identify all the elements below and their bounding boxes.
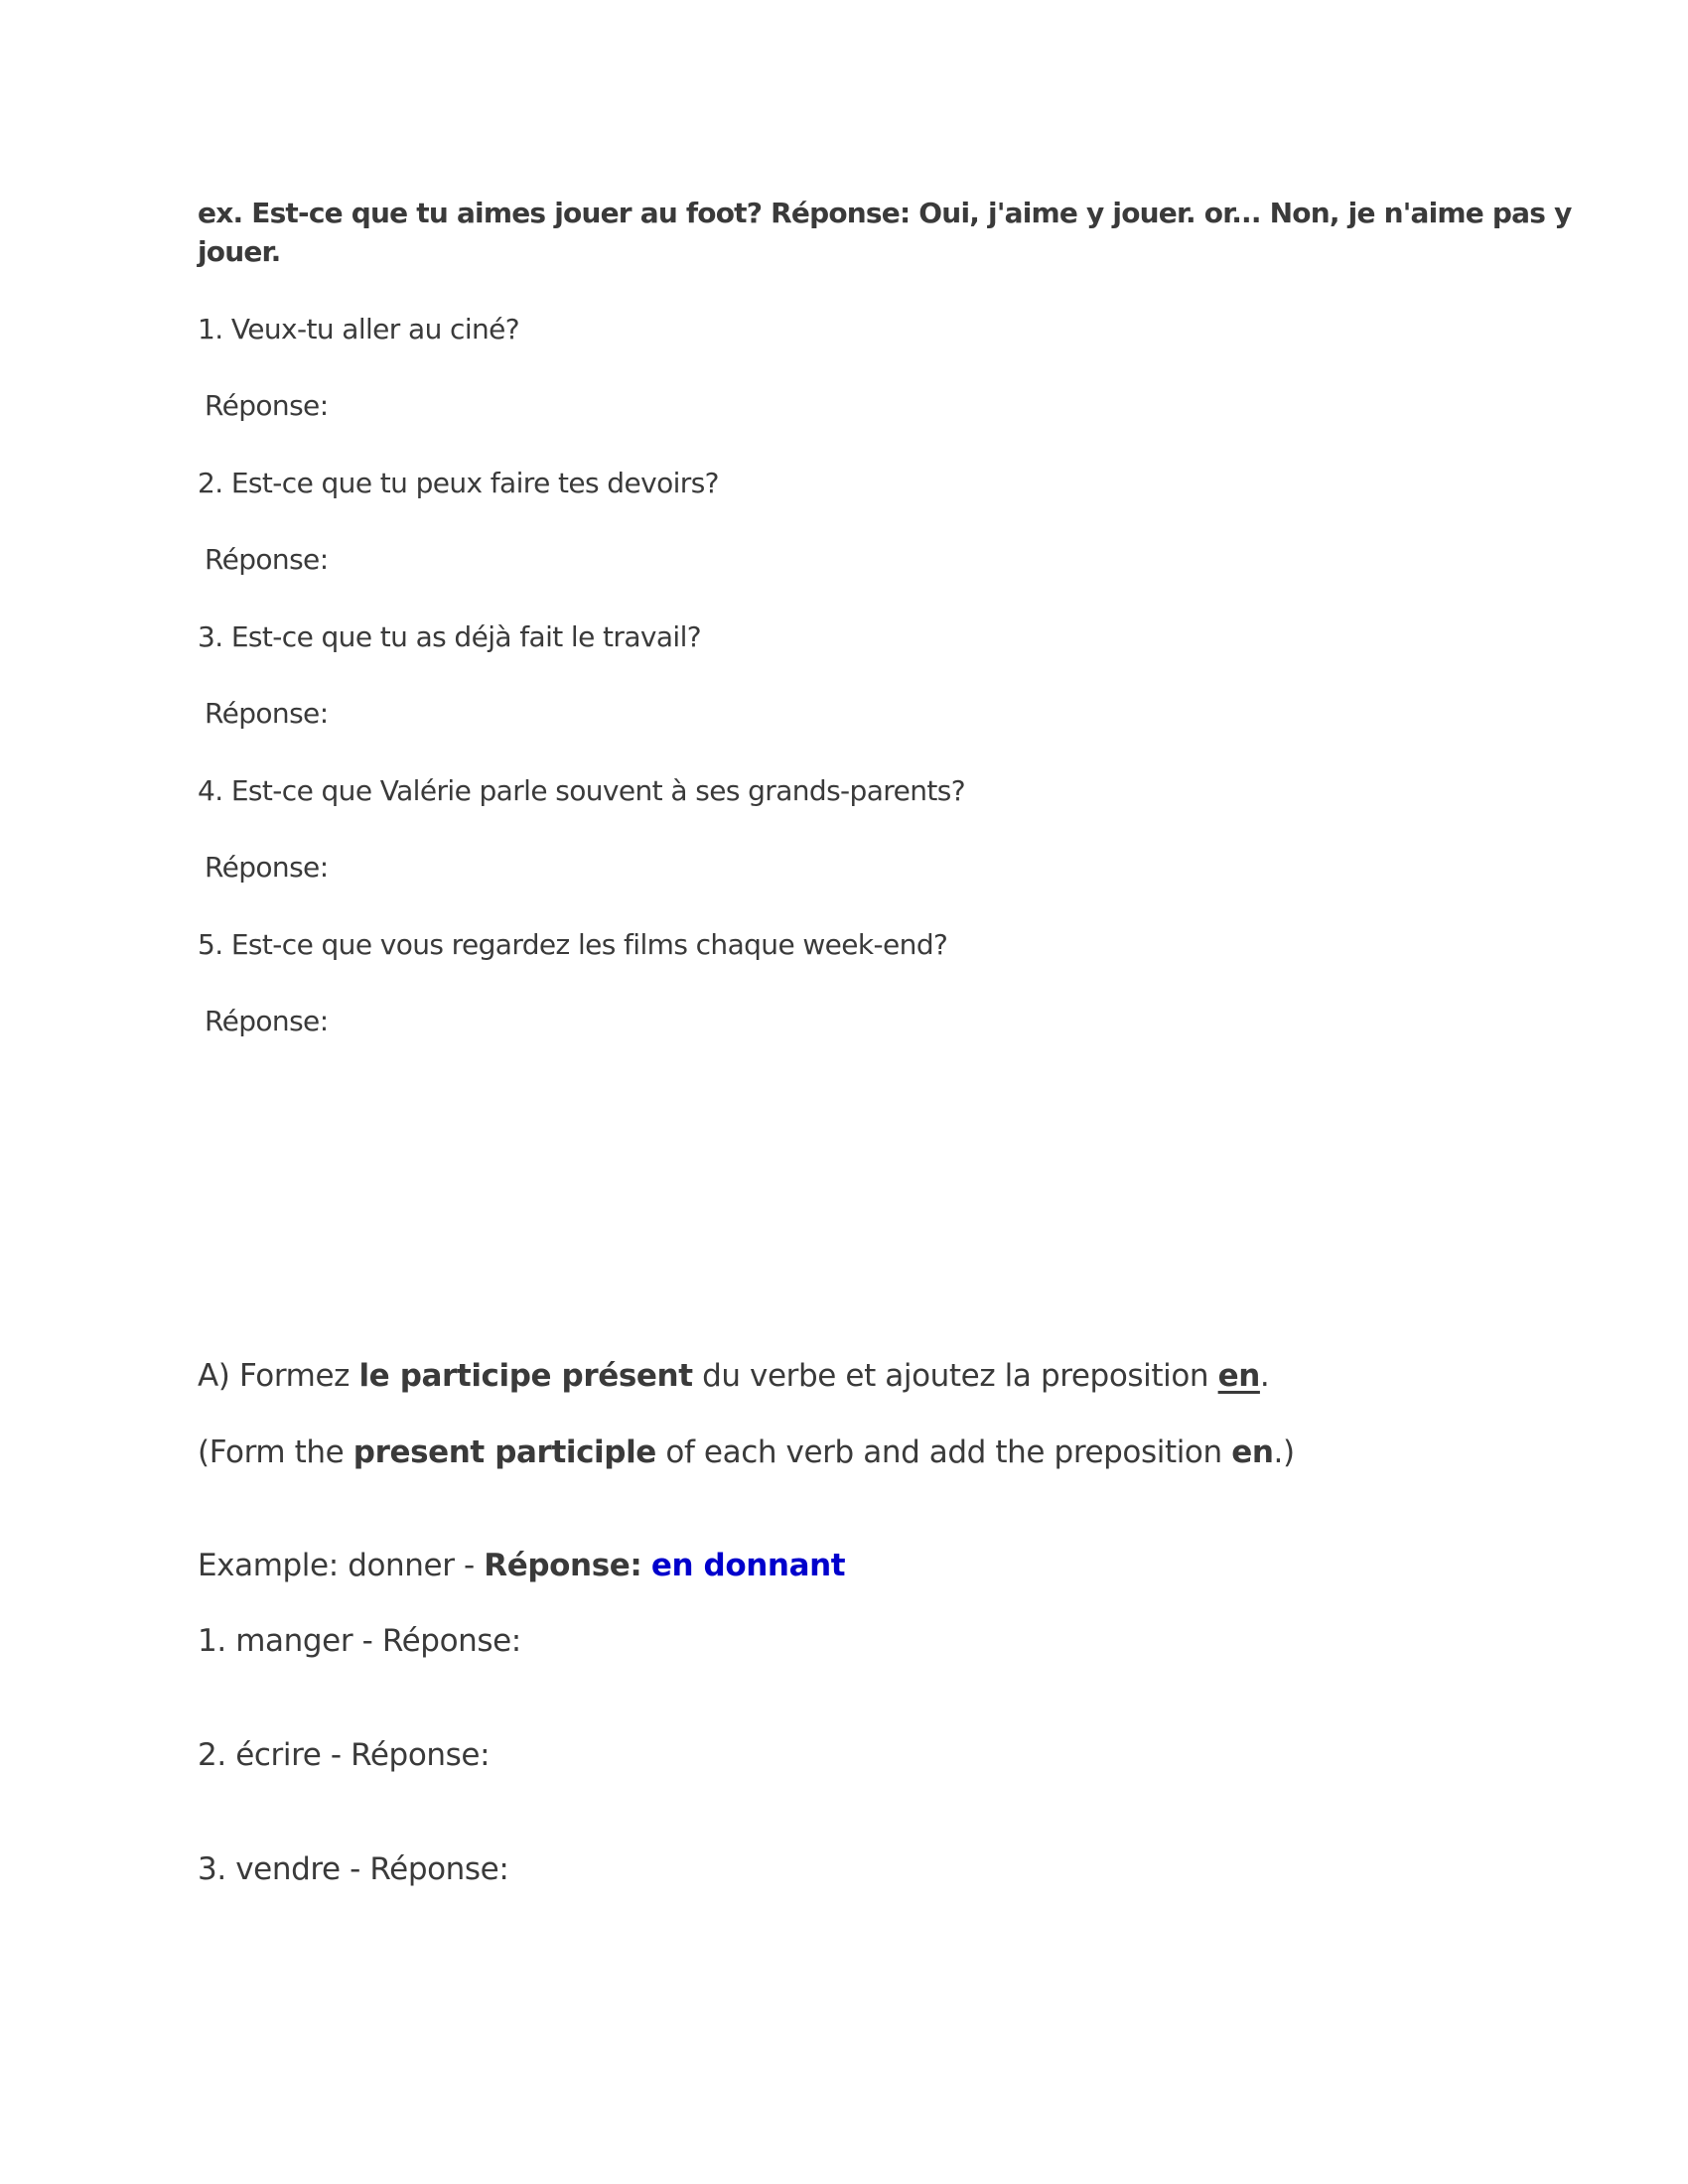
answer-label-1: Réponse: xyxy=(205,389,329,422)
answer-label-3: Réponse: xyxy=(205,697,329,730)
verb-item-1 xyxy=(198,1623,521,1659)
example-line-1: ex. Est-ce que tu aimes jouer au foot? Réponse: Oui, j'aime y jouer. or... Non, je n'aime pas y xyxy=(198,197,1572,229)
example-prefix: Example: donner - xyxy=(198,1548,485,1583)
verb-item-1-label: Réponse: xyxy=(381,1623,521,1659)
question-2: 2. Est-ce que tu peux faire tes devoirs? xyxy=(198,467,719,499)
answer-label-2: Réponse: xyxy=(205,543,329,576)
answer-label-4: Réponse: xyxy=(205,851,329,884)
instruction-fr-underlined: en xyxy=(1217,1358,1260,1394)
instruction-fr-prefix: A) Formez xyxy=(198,1358,359,1394)
verb-item-3-verb: 3. vendre - xyxy=(198,1851,370,1887)
example-label: Réponse: xyxy=(484,1548,642,1583)
verb-item-2-label: Réponse: xyxy=(351,1737,491,1773)
instruction-fr-middle: du verbe et ajoutez la preposition xyxy=(692,1358,1218,1394)
question-4: 4. Est-ce que Valérie parle souvent à ses grands-parents? xyxy=(198,774,965,807)
instruction-fr-suffix: . xyxy=(1259,1358,1270,1394)
example-line-2: jouer. xyxy=(198,235,281,268)
section-a-instruction-fr xyxy=(198,1358,1269,1394)
instruction-en-middle: of each verb and add the preposition xyxy=(655,1434,1232,1470)
instruction-en-prefix: (Form the xyxy=(198,1434,353,1470)
instruction-fr-bold: le participe présent xyxy=(358,1358,693,1394)
question-1: 1. Veux-tu aller au ciné? xyxy=(198,313,520,345)
example-answer: en donnant xyxy=(650,1548,846,1583)
question-3: 3. Est-ce que tu as déjà fait le travail? xyxy=(198,620,702,653)
question-5: 5. Est-ce que vous regardez les films chaque week-end? xyxy=(198,928,948,961)
verb-item-3-label: Réponse: xyxy=(369,1851,509,1887)
verb-item-1-verb: 1. manger - xyxy=(198,1623,382,1659)
instruction-en-bold: present participle xyxy=(352,1434,656,1470)
verb-item-2-verb: 2. écrire - xyxy=(198,1737,352,1773)
verb-item-3 xyxy=(198,1851,508,1887)
section-a-instruction-en xyxy=(198,1434,1295,1470)
instruction-en-suffix: .) xyxy=(1273,1434,1295,1470)
instruction-en-bold2: en xyxy=(1231,1434,1274,1470)
answer-label-5: Réponse: xyxy=(205,1005,329,1037)
section-a-example xyxy=(198,1548,845,1583)
verb-item-2 xyxy=(198,1737,490,1773)
